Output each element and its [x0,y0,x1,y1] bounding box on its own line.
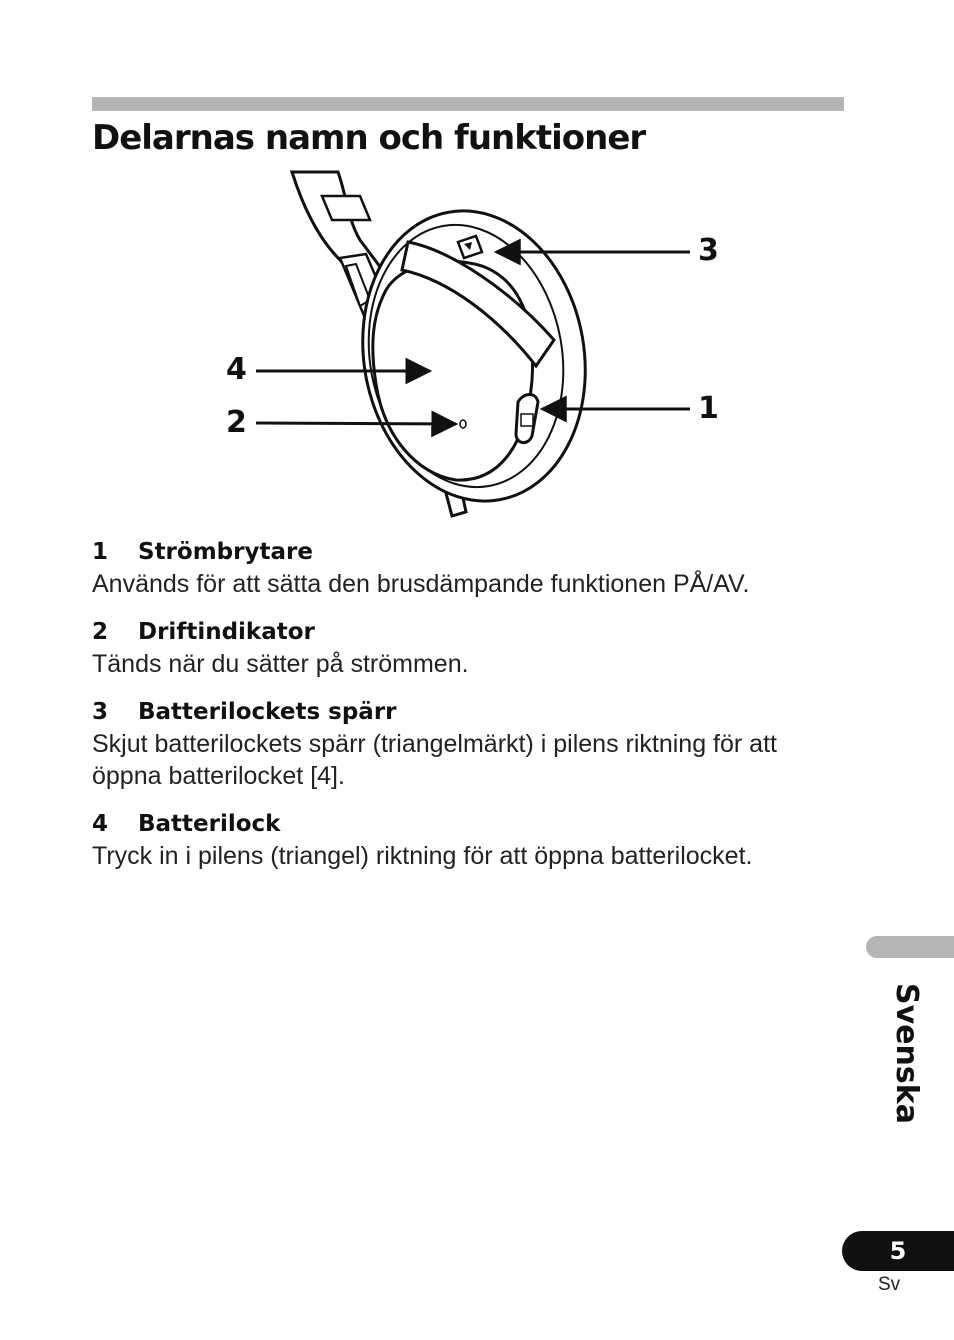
page-language-code: Sv [878,1274,901,1295]
item-name: Batterilockets spärr [138,699,397,725]
headphone-diagram [220,170,740,530]
item-description: Tänds när du sätter på strömmen. [92,650,469,678]
list-item [92,696,852,792]
item-heading [92,616,852,648]
page-number: 5 [889,1237,907,1265]
callout-label-1: 1 [698,391,719,426]
headphone-illustration [220,170,740,530]
item-number: 3 [92,699,109,725]
page-number-tab [842,1231,954,1271]
item-description: Skjut batterilockets spärr (triangelmärkt) i pilens riktning för att öppna batterilocket [4]. [92,730,777,790]
item-description: Tryck in i pilens (triangel) riktning för att öppna batterilocket. [92,842,753,870]
item-description: Används för att sätta den brusdämpande funktionen PÅ/AV. [92,570,750,598]
callout-label-3: 3 [698,233,719,268]
page-title: Delarnas namn och funktioner [92,118,646,158]
item-heading [92,536,852,568]
list-item [92,616,852,680]
item-heading [92,808,852,840]
callout-label-4: 4 [226,352,247,387]
list-item [92,536,852,600]
parts-list [92,536,852,888]
item-name: Strömbrytare [138,539,313,565]
language-tab-marker [866,936,954,958]
item-number: 2 [92,619,109,645]
side-language-text: Svenska [888,982,924,1124]
item-name: Driftindikator [138,619,315,645]
item-number: 4 [92,811,109,837]
item-name: Batterilock [138,811,281,837]
item-number: 1 [92,539,109,565]
top-rule [92,97,844,111]
list-item [92,808,852,872]
side-language-label [888,978,924,1128]
item-heading [92,696,852,728]
callout-label-2: 2 [226,405,247,440]
